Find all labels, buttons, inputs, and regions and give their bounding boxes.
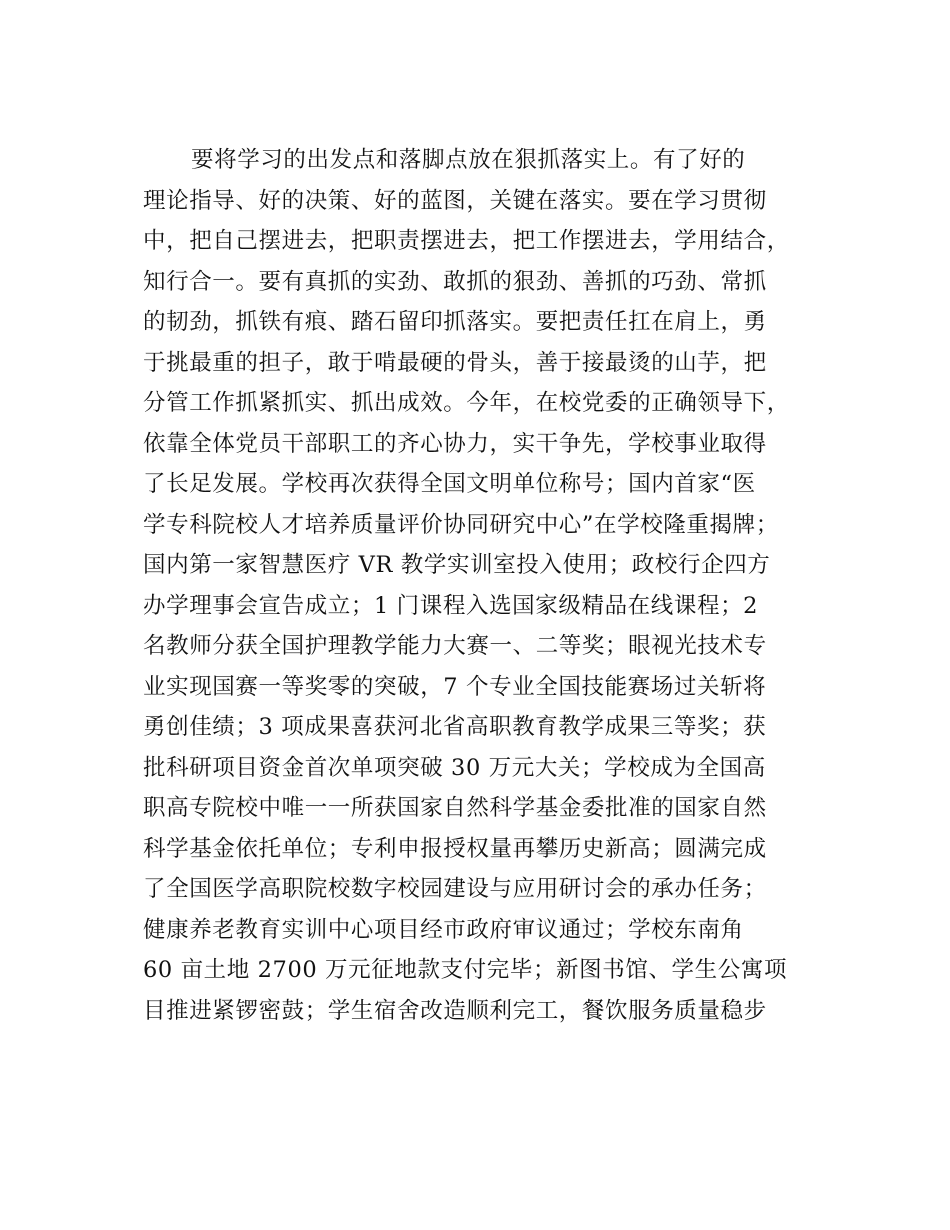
text-line: 学专科院校人才培养质量评价协同研究中心”在学校隆重揭牌； [143, 511, 779, 538]
text-line: 勇创佳绩；3 项成果喜获河北省高职教育教学成果三等奖；获 [143, 714, 767, 740]
text-line: 了长足发展。学校再次获得全国文明单位称号；国内首家“医 [143, 471, 756, 497]
text-line: 国内第一家智慧医疗 VR 教学实训室投入使用；政校行企四方 [143, 552, 771, 578]
text-line: 依靠全体党员干部职工的齐心协力，实干争先，学校事业取得 [143, 430, 767, 457]
text-line: 知行合一。要有真抓的实劲、敢抓的狠劲、善抓的巧劲、常抓 [143, 268, 767, 295]
text-line: 科学基金依托单位；专利申报授权量再攀历史新高；圆满完成 [143, 835, 767, 862]
text-line: 健康养老教育实训中心项目经市政府审议通过；学校东南角 [143, 916, 744, 943]
text-line: 60 亩土地 2700 万元征地款支付完毕；新图书馆、学生公寓项 [143, 957, 788, 983]
text-line: 职高专院校中唯一一所获国家自然科学基金委批准的国家自然 [143, 795, 767, 821]
text-line: 目推进紧锣密鼓；学生宿舍改造顺利完工，餐饮服务质量稳步 [143, 997, 767, 1024]
text-line: 了全国医学高职院校数字校园建设与应用研讨会的承办任务； [143, 876, 767, 902]
text-line: 名教师分获全国护理教学能力大赛一、二等奖；眼视光技术专 [143, 633, 767, 659]
text-line: 分管工作抓紧抓实、抓出成效。今年，在校党委的正确领导下， [143, 390, 790, 416]
text-line: 于挑最重的担子，敢于啃最硬的骨头，善于接最烫的山芋，把 [143, 349, 767, 376]
body-paragraph [143, 140, 833, 1031]
text-line: 的韧劲，抓铁有痕、踏石留印抓落实。要把责任扛在肩上，勇 [143, 309, 767, 335]
text-line: 批科研项目资金首次单项突破 30 万元大关；学校成为全国高 [143, 754, 766, 781]
text-line: 要将学习的出发点和落脚点放在狠抓落实上。有了好的 [191, 147, 746, 173]
text-line: 理论指导、好的决策、好的蓝图，关键在落实。要在学习贯彻 [143, 187, 767, 214]
text-line: 中，把自己摆进去，把职责摆进去，把工作摆进去，学用结合， [143, 228, 790, 254]
text-line: 办学理事会宣告成立；1 门课程入选国家级精品在线课程；2 [143, 592, 759, 619]
text-line: 业实现国赛一等奖零的突破，7 个专业全国技能赛场过关斩将 [143, 673, 767, 700]
